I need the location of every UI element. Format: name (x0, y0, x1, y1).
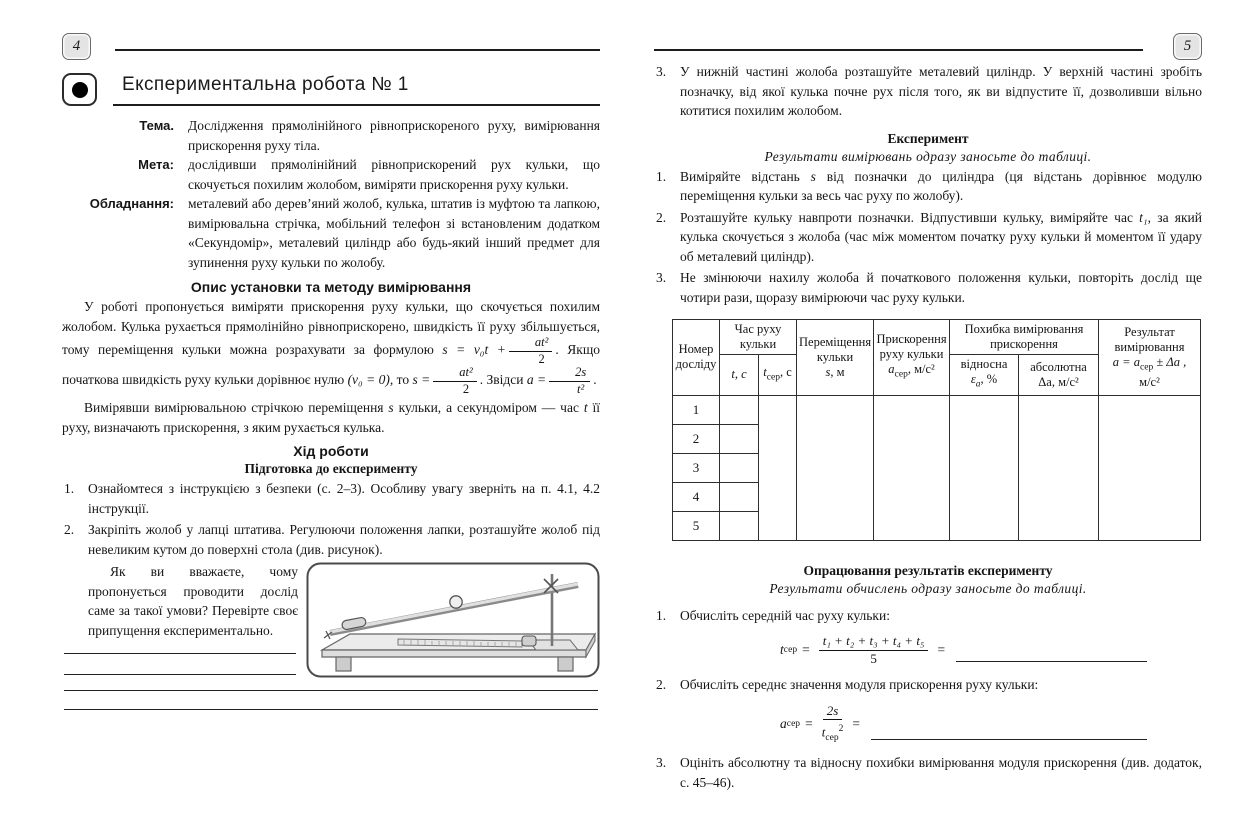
subscript: сер (786, 718, 801, 729)
desc-text: . (593, 372, 597, 388)
equals-sign: = (805, 715, 813, 731)
desc-text: її руху, визначають прискорення, з яким рухається кулька. (62, 400, 601, 435)
desc-text: . Звідси (479, 372, 524, 388)
left-page-header (62, 33, 600, 60)
experiment-heading: Експеримент (887, 130, 969, 146)
black-dot-icon (72, 82, 88, 98)
side-note-column (62, 562, 298, 683)
answer-line (956, 661, 1147, 662)
trial-number: 1 (673, 395, 720, 424)
t-avg-cell (759, 395, 797, 540)
numerator: 2s (823, 704, 843, 721)
step-text: Оцініть абсолютну та відносну похибки вимірювання модуля прискорення (див. додаток, с. 45–46). (680, 755, 1202, 790)
step-text-part: Розташуйте кульку навпроти позначки. Відпустивши кульку, виміряйте час (680, 209, 1133, 225)
step-text: Закріпіть жолоб у лапці штатива. Регулюючи положення лапки, розташуйте жолоб під невеликим кутом до поверхні стола (див. рисунок). (88, 522, 600, 557)
var-s: s (810, 168, 816, 184)
subscript: сер (894, 369, 908, 380)
processing-note: Результати обчислень одразу заносьте до таблиці. (769, 580, 1087, 596)
equals-sign: = (937, 642, 946, 657)
tema-label: Тема. (139, 118, 174, 133)
desc-text: . Якщо початкова швидкість руху кульки дорівнює нулю (62, 342, 600, 388)
unit: , с (780, 364, 792, 379)
numerator: t₁ + t₂ + t₃ + t₄ + t₅ (819, 634, 929, 651)
var-t: t, с (731, 367, 747, 382)
unit: , м (830, 364, 845, 379)
prep-heading: Підготовка до експерименту (244, 461, 418, 476)
header-formula (1101, 355, 1198, 376)
step-number: 2. (64, 522, 75, 537)
answer-line (64, 709, 598, 710)
trial-number: 4 (673, 482, 720, 511)
page-title: Експериментальна робота № 1 (122, 74, 409, 95)
t-cell (720, 424, 759, 453)
formula-part: ± Δa , (1153, 354, 1187, 369)
page-number: 5 (1183, 38, 1192, 54)
superscript: 2 (838, 723, 844, 734)
fraction-at2-2: $\frac{\text{at²}}{2}$ (509, 336, 552, 366)
experiment-note: Результати вимірювань одразу заносьте до таблиці. (764, 148, 1092, 164)
formula-a-eq: a = (526, 372, 547, 388)
t-cell (720, 453, 759, 482)
col-header-t (720, 355, 759, 396)
subscript: сер (1139, 362, 1154, 372)
calc-step-3 (654, 753, 1202, 792)
header-formula (1021, 375, 1096, 390)
t-cell (720, 511, 759, 540)
result-cell (1099, 395, 1201, 540)
processing-heading: Опрацювання результатів експерименту (803, 562, 1053, 578)
right-page (654, 33, 1202, 792)
header-text: Прискорення руху кульки (876, 332, 947, 361)
side-note: Як ви вважаєте, чому пропонується проводити дослід саме за такої умови? Перевірте своє припущення експериментально. (88, 564, 298, 638)
step-number: 3. (656, 755, 667, 771)
table-leg (336, 657, 351, 671)
step-number: 3. (656, 64, 667, 79)
col-header-acceleration (874, 320, 950, 396)
var-t: t (583, 400, 588, 415)
formula-s-eq: s = (412, 372, 431, 388)
subscript: сер (825, 732, 839, 743)
description-paragraph-2 (62, 398, 600, 437)
absolute-error-cell (1019, 395, 1099, 540)
step-text-part: від позначки до циліндра (ця відстань дорівнює модулю переміщення кульки за весь час руху по жолобу). (680, 168, 1202, 203)
header-text: Переміщення кульки (799, 334, 872, 364)
experiment-step-1 (654, 167, 1202, 206)
subscript: сер (783, 645, 798, 655)
displacement-cell (797, 395, 874, 540)
calc-step-2 (654, 675, 1202, 695)
desc-text: то (396, 372, 410, 388)
experiment-step-2 (654, 208, 1202, 267)
prep-step-1 (62, 479, 600, 518)
step-text (680, 167, 1202, 206)
fraction-2s-tser2 (822, 704, 844, 745)
table-row (673, 395, 1201, 424)
var-epsilon: ε (970, 372, 976, 386)
desc-text: У роботі пропонується виміряти прискорення руху кульки, що скочується похилим жолобом. Кулька рухається прямолінійно рівноприскорено, швидкість її руху збільшується, тому переміщення кульки можна розрахувати за формулою (62, 299, 600, 358)
experiment-step-3 (654, 268, 1202, 307)
figure-row (62, 562, 600, 683)
formula-average-time (780, 634, 1147, 666)
step-text (680, 208, 1202, 267)
table-edge (322, 650, 586, 657)
prep-step-2 (62, 520, 600, 559)
step-text-part: Виміряйте відстань (680, 168, 800, 184)
step-text: У нижній частині жолоба розташуйте металевий циліндр. У верхній частині зробіть позначку, від якої кулька почне рух після того, як ви відпустите її, дозволивши вільно котитися похилим жолобом. (680, 64, 1202, 118)
header-formula (876, 362, 947, 383)
apparatus-figure (306, 562, 600, 683)
meta-row-obladnannia (62, 194, 600, 272)
formula-average-acceleration (780, 704, 1147, 745)
obladnannia-text: металевий або дерев’яний жолоб, кулька, штатив із муфтою та лапкою, вимірювальна стрічка, мобільний телефон зі встановленим додатком «Секундомір», металевий циліндр або будь-який інший предмет для зупинення руху кульки по жолобу. (188, 196, 600, 270)
formula-part: a = a (1112, 354, 1140, 369)
equals-sign: = (852, 715, 860, 731)
unit: м/с² (1139, 375, 1160, 389)
col-header-t-avg (759, 355, 797, 396)
header-rule (654, 49, 1143, 51)
step-number: 2. (656, 209, 667, 225)
left-page (62, 33, 600, 710)
answer-line (64, 653, 296, 654)
title-row (62, 73, 600, 106)
step-text-part: , за який кулька скочується з жолоба (час між моментом початку руху кульки й моментом її удару об металевий циліндр). (680, 209, 1203, 264)
acceleration-cell (874, 395, 950, 540)
denominator: 5 (870, 651, 877, 666)
title-block (113, 73, 600, 106)
answer-line (871, 739, 1147, 740)
desc-text: Вимірявши вимірювальною стрічкою переміщення (84, 400, 384, 415)
var-delta-a: Δa (1038, 374, 1052, 389)
unit: , % (980, 372, 998, 386)
step-number: 1. (656, 607, 667, 623)
prep-step-3 (654, 62, 1202, 121)
var-t: t (763, 364, 767, 379)
desc-text: кульки, а секундоміром — час (398, 400, 579, 415)
step-number: 3. (656, 270, 667, 285)
var-a: a (780, 715, 787, 731)
step-number: 1. (64, 481, 75, 496)
col-header-number: Номер досліду (673, 320, 720, 396)
var-t1: t₁ (1139, 209, 1148, 225)
var-t: t (780, 642, 784, 657)
meta-row-tema (62, 116, 600, 155)
subscript: сер (766, 372, 780, 382)
description-paragraph-1 (62, 297, 600, 396)
var-t: t (821, 723, 826, 739)
answer-line (64, 690, 598, 691)
relative-error-cell (950, 395, 1019, 540)
page-number: 4 (72, 38, 81, 54)
col-header-relative-error (950, 355, 1019, 396)
meta-text: дослідивши прямолінійний рівноприскорений рух кульки, що скочується похилим жолобом, виміряти прискорення руху кульки. (188, 157, 600, 192)
subscript: a (975, 379, 981, 390)
apparatus-illustration (306, 562, 600, 678)
denominator (822, 720, 844, 744)
fraction-at2-2: $\frac{\text{at²}}{2}$ (433, 366, 476, 396)
unit: , м/с² (1051, 374, 1079, 389)
section-marker-icon (62, 73, 97, 106)
col-header-time-group: Час руху кульки (720, 320, 797, 355)
meta-label: Мета: (138, 157, 174, 172)
formula-v0-0: (v₀ = 0), (347, 372, 394, 388)
t-cell (720, 482, 759, 511)
ball (450, 596, 462, 608)
var-s: s (388, 400, 394, 415)
setup-heading: Опис установки та методу вимірювання (190, 279, 472, 295)
table-leg (558, 657, 573, 671)
t-cell (720, 395, 759, 424)
fraction-time-sum (819, 634, 929, 666)
right-page-header (654, 33, 1202, 60)
step-text: Ознайомтеся з інструкцією з безпеки (с. 2–3). Особливу увагу зверніть на п. 4.1, 4.2 інструкції. (88, 481, 600, 516)
results-table (672, 319, 1201, 541)
trial-number: 5 (673, 511, 720, 540)
header-text: абсолютна (1030, 359, 1087, 374)
meta-section (62, 116, 600, 272)
page-number-badge (62, 33, 91, 60)
trial-number: 2 (673, 424, 720, 453)
header-text: Результат вимірювання (1114, 324, 1185, 354)
step-text: Обчисліть середній час руху кульки: (680, 607, 890, 623)
step-number: 1. (656, 168, 667, 184)
tema-text: Дослідження прямолінійного рівноприскореного руху, вимірювання прискорення руху тіла. (188, 118, 600, 153)
header-rule (115, 49, 600, 51)
meta-row-meta (62, 155, 600, 194)
header-formula (952, 372, 1016, 393)
step-text: Не змінюючи нахилу жолоба й початкового положення кульки, повторіть дослід ще чотири рази, щоразу вимірюючи час руху кульки. (680, 270, 1202, 305)
var-s: s (825, 364, 831, 379)
header-text: відносна (960, 357, 1008, 371)
calc-step-1 (654, 606, 1202, 626)
step-number: 2. (656, 677, 667, 692)
formula-s-v0t: s = v₀t + (442, 342, 506, 358)
col-header-absolute-error (1019, 355, 1099, 396)
answer-line (64, 674, 296, 675)
col-header-result (1099, 320, 1201, 396)
col-header-displacement (797, 320, 874, 396)
equals-sign: = (802, 642, 810, 657)
work-heading: Хід роботи (293, 443, 369, 459)
col-header-error-group: Похибка вимірювання прискорення (950, 320, 1099, 355)
var-a: a (888, 362, 895, 376)
unit: , м/с² (907, 362, 935, 376)
tape-housing (522, 636, 536, 646)
obladnannia-label: Обладнання: (89, 196, 174, 211)
fraction-2s-t2: $\frac{2s}{\text{t²}}$ (549, 366, 590, 396)
trial-number: 3 (673, 453, 720, 482)
header-formula (799, 365, 871, 380)
step-text: Обчисліть середнє значення модуля прискорення руху кульки: (680, 677, 1039, 692)
page-number-badge (1173, 33, 1202, 60)
